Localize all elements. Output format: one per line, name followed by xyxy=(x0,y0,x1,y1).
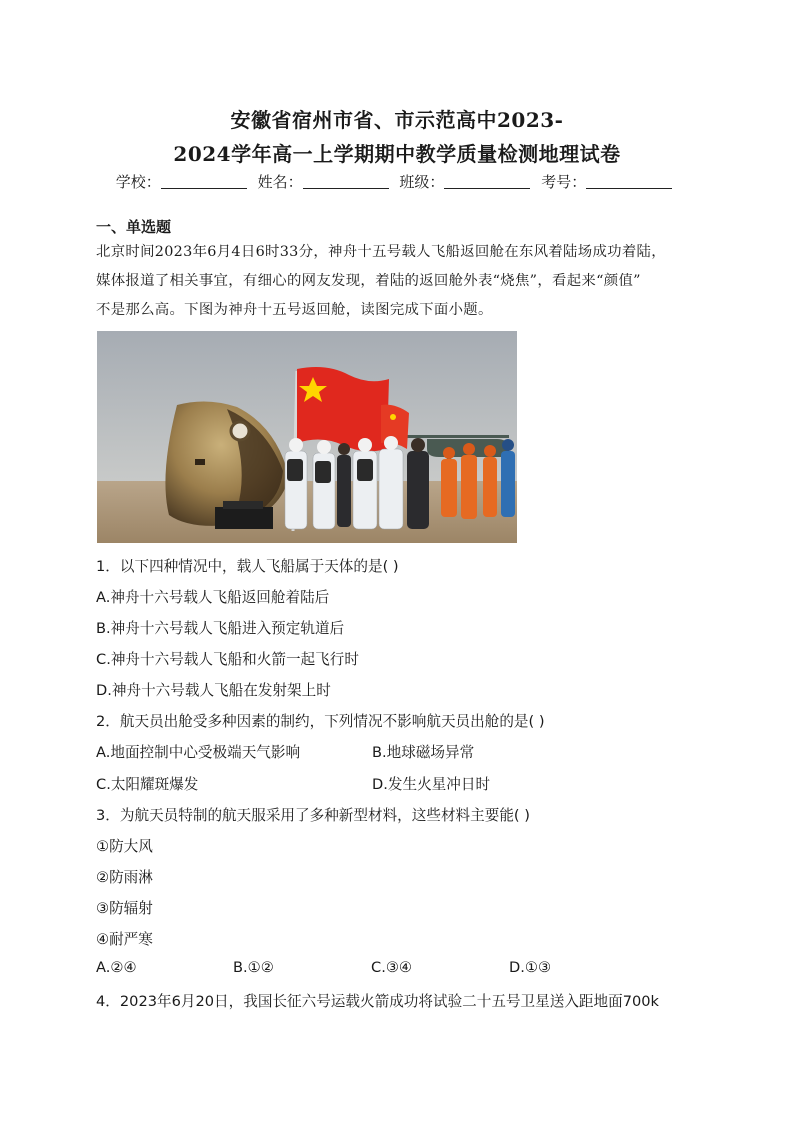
question-2-stem: 2．航天员出舱受多种因素的制约，下列情况不影响航天员出舱的是( ) xyxy=(96,713,545,730)
exam-no-label: 考号： xyxy=(541,173,587,191)
student-info-row xyxy=(0,171,794,192)
question-3-option-a[interactable]: A.②④ xyxy=(96,959,137,976)
class-blank[interactable] xyxy=(444,174,530,189)
question-3-option-c[interactable]: C.③④ xyxy=(371,959,412,976)
passage xyxy=(96,238,706,325)
question-3-item: ③防辐射 xyxy=(96,900,153,917)
question-1-option-c[interactable]: C.神舟十六号载人飞船和火箭一起飞行时 xyxy=(96,651,359,668)
school-label: 学校： xyxy=(115,173,161,191)
question-2-option-c[interactable]: C.太阳耀斑爆发 xyxy=(96,776,199,793)
capsule-landing-photo xyxy=(97,331,517,543)
passage-line: 媒体报道了相关事宜，有细心的网友发现，着陆的返回舱外表“烧焦”，看起来“颜值” xyxy=(96,273,641,289)
passage-line: 不是那么高。下图为神舟十五号返回舱，读图完成下面小题。 xyxy=(96,302,493,318)
question-1-option-b[interactable]: B.神舟十六号载人飞船进入预定轨道后 xyxy=(96,620,345,637)
question-3-stem: 3．为航天员特制的航天服采用了多种新型材料，这些材料主要能( ) xyxy=(96,807,530,824)
question-2-option-a[interactable]: A.地面控制中心受极端天气影响 xyxy=(96,744,301,761)
question-3-item: ①防大风 xyxy=(96,838,153,855)
name-blank[interactable] xyxy=(303,174,389,189)
school-blank[interactable] xyxy=(161,174,247,189)
question-1-option-a[interactable]: A.神舟十六号载人飞船返回舱着陆后 xyxy=(96,589,330,606)
passage-line: 北京时间2023年6月4日6时33分，神舟十五号载人飞船返回舱在东风着陆场成功着陆， xyxy=(96,244,666,260)
exam-no-blank[interactable] xyxy=(586,174,672,189)
exam-title-line2: 2024学年高一上学期期中教学质量检测地理试卷 xyxy=(173,142,621,166)
name-label: 姓名： xyxy=(257,173,303,191)
exam-title-line1: 安徽省宿州市省、市示范高中2023- xyxy=(230,108,564,132)
question-2-option-b[interactable]: B.地球磁场异常 xyxy=(372,744,475,761)
question-3-item: ④耐严寒 xyxy=(96,931,153,948)
class-label: 班级： xyxy=(399,173,445,191)
question-1-stem: 1．以下四种情况中，载人飞船属于天体的是( ) xyxy=(96,558,399,575)
question-4-stem: 4．2023年6月20日，我国长征六号运载火箭成功将试验二十五号卫星送入距地面700k xyxy=(96,993,659,1010)
question-3-item: ②防雨淋 xyxy=(96,869,153,886)
question-3-option-b[interactable]: B.①② xyxy=(233,959,274,976)
question-3-option-d[interactable]: D.①③ xyxy=(509,959,552,976)
section-heading: 一、单选题 xyxy=(96,218,172,236)
question-1-option-d[interactable]: D.神舟十六号载人飞船在发射架上时 xyxy=(96,682,331,699)
question-2-option-d[interactable]: D.发生火星冲日时 xyxy=(372,776,491,793)
